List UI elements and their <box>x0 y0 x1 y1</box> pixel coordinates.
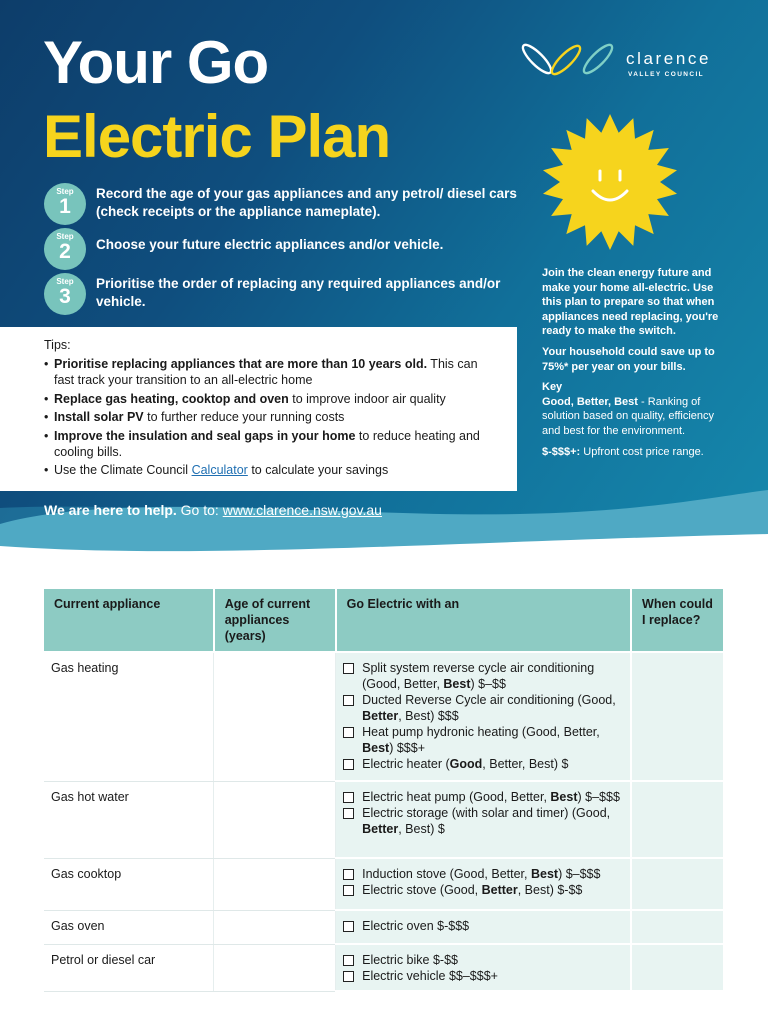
table-row <box>44 944 724 991</box>
step-text: Choose your future electric appliances and/or vehicle. <box>96 237 444 252</box>
age-input-cell[interactable] <box>214 781 336 858</box>
option-price: , Best) $-$$ <box>517 883 583 897</box>
electric-option <box>343 952 622 968</box>
step-word: Step <box>56 232 74 241</box>
table-row <box>44 910 724 944</box>
tip-bold: Replace gas heating, cooktop and oven <box>54 391 289 406</box>
electric-options-cell <box>336 910 631 944</box>
step-text: Record the age of your gas appliances and any petrol/ diesel cars (check receipts or the appliance nameplate). <box>96 186 517 219</box>
checkbox[interactable] <box>343 695 354 706</box>
tip-item <box>44 356 497 388</box>
step-number: 3 <box>59 285 71 308</box>
option-text: Electric oven $-$$$ <box>362 919 470 933</box>
header-when-replace: When could I replace? <box>631 589 724 652</box>
checkbox[interactable] <box>343 971 354 982</box>
step-badge <box>44 273 86 315</box>
appliance-cell: Gas cooktop <box>44 858 214 910</box>
appliance-cell: Gas hot water <box>44 781 214 858</box>
option-rank-bold: Best <box>443 677 471 691</box>
step-number: 1 <box>59 195 71 218</box>
option-text: Heat pump hydronic heating (Good, Better, <box>362 725 600 739</box>
tip-text: to calculate your savings <box>247 463 389 477</box>
tips-title: Tips: <box>44 338 71 352</box>
checkbox[interactable] <box>343 759 354 770</box>
step-3 <box>44 273 524 317</box>
appliance-plan-table <box>44 589 725 992</box>
replace-date-cell[interactable] <box>631 858 724 910</box>
tip-item <box>44 409 497 425</box>
savings-paragraph: Your household could save up to 75%* per year on your bills. <box>542 345 715 373</box>
tip-item <box>44 462 497 478</box>
help-line <box>44 502 382 518</box>
header-age: Age of current appliances (years) <box>214 589 336 652</box>
checkbox[interactable] <box>343 663 354 674</box>
option-price: , Best) $$$ <box>398 709 459 723</box>
age-input-cell[interactable] <box>214 910 336 944</box>
option-text: Induction stove (Good, Better, <box>362 867 531 881</box>
step-word: Step <box>56 187 74 196</box>
appliance-cell: Gas heating <box>44 652 214 781</box>
table-row <box>44 858 724 910</box>
checkbox[interactable] <box>343 808 354 819</box>
checkbox[interactable] <box>343 955 354 966</box>
option-price: ) $–$$$ <box>577 790 620 804</box>
option-rank-bold: Better <box>362 822 399 836</box>
electric-option <box>343 805 622 837</box>
tips-box <box>0 327 517 491</box>
electric-options-cell <box>336 652 631 781</box>
checkbox[interactable] <box>343 869 354 880</box>
council-website-link[interactable]: www.clarence.nsw.gov.au <box>222 502 382 518</box>
electric-option <box>343 789 622 805</box>
table-body <box>44 652 724 991</box>
option-price: ) $–$$$ <box>558 867 601 881</box>
option-text: Electric heat pump (Good, Better, <box>362 790 551 804</box>
age-input-cell[interactable] <box>214 652 336 781</box>
age-input-cell[interactable] <box>214 944 336 991</box>
step-number: 2 <box>59 240 71 263</box>
replace-date-cell[interactable] <box>631 652 724 781</box>
table-row <box>44 781 724 858</box>
key-text: - Ranking of solution based on quality, efficiency and best for the environment. <box>542 395 715 437</box>
option-text: Electric heater ( <box>362 757 450 771</box>
option-price: ) $–$$ <box>470 677 506 691</box>
option-text: Split system reverse cycle air conditioning (Good, Better, <box>362 661 595 691</box>
electric-option <box>343 724 622 756</box>
appliance-cell: Petrol or diesel car <box>44 944 214 991</box>
price-description <box>542 445 732 460</box>
smiling-sun-icon <box>541 113 679 251</box>
option-price: , Best) $ <box>398 822 445 836</box>
option-text: Electric stove (Good, <box>362 883 482 897</box>
electric-option <box>343 968 622 984</box>
table-row <box>44 652 724 781</box>
tip-text: to improve indoor air quality <box>288 391 446 406</box>
electric-options-cell <box>336 858 631 910</box>
tip-bold: Improve the insulation and seal gaps in your home <box>54 428 356 443</box>
intro-panel <box>542 266 732 465</box>
checkbox[interactable] <box>343 792 354 803</box>
key-bold: Good, Better, Best <box>542 395 638 408</box>
option-rank-bold: Best <box>530 867 559 881</box>
option-text: Electric vehicle $$–$$$+ <box>362 969 498 983</box>
checkbox[interactable] <box>343 885 354 896</box>
option-text: Ducted Reverse Cycle air conditioning (Good, <box>362 693 616 707</box>
price-text: Upfront cost price range. <box>580 445 704 458</box>
option-price: ) $$$+ <box>389 741 425 755</box>
leaf-mark-icon <box>518 38 624 82</box>
calculator-link[interactable]: Calculator <box>191 463 248 477</box>
step-2 <box>44 228 524 272</box>
tip-text: to further reduce your running costs <box>143 410 345 424</box>
replace-date-cell[interactable] <box>631 944 724 991</box>
title-line-2: Electric Plan <box>43 103 391 170</box>
electric-option <box>343 918 622 934</box>
appliance-cell: Gas oven <box>44 910 214 944</box>
table-header-row <box>44 589 724 652</box>
step-badge <box>44 183 86 225</box>
electric-option <box>343 756 622 772</box>
option-price: , Better, Best) $ <box>482 757 569 771</box>
council-logo <box>518 38 728 88</box>
replace-date-cell[interactable] <box>631 910 724 944</box>
tip-text: to reduce heating and cooling bills. <box>54 428 480 459</box>
option-rank-bold: Better <box>362 709 399 723</box>
electric-options-cell <box>336 781 631 858</box>
option-text: Electric bike $-$$ <box>362 953 458 967</box>
help-text: Go to: <box>176 502 223 518</box>
header-go-electric: Go Electric with an <box>336 589 631 652</box>
key-description <box>542 395 732 439</box>
key-title: Key <box>542 381 563 394</box>
step-word: Step <box>56 277 74 286</box>
step-1 <box>44 183 524 227</box>
electric-option <box>343 882 622 898</box>
electric-option <box>343 692 622 724</box>
tip-text: Use the Climate Council <box>54 463 192 477</box>
tip-item <box>44 391 497 407</box>
option-text: Electric storage (with solar and timer) (Good, <box>362 806 611 820</box>
help-bold: We are here to help. <box>44 502 177 518</box>
option-rank-bold: Best <box>362 741 390 755</box>
title-line-1: Your Go <box>43 29 269 96</box>
checkbox[interactable] <box>343 727 354 738</box>
electric-option <box>343 866 622 882</box>
price-bold: $-$$$+: <box>542 445 581 458</box>
electric-option <box>343 660 622 692</box>
step-text: Prioritise the order of replacing any required appliances and/or vehicle. <box>96 276 501 309</box>
logo-name: clarence <box>626 49 712 68</box>
logo-subtitle: VALLEY COUNCIL <box>628 71 705 78</box>
header-current-appliance: Current appliance <box>44 589 214 652</box>
tip-text: This can fast track your transition to an all-electric home <box>54 357 478 387</box>
tip-bold: Install solar PV <box>54 410 144 424</box>
option-rank-bold: Best <box>550 790 578 804</box>
checkbox[interactable] <box>343 921 354 932</box>
option-rank-bold: Good <box>449 757 483 771</box>
intro-paragraph: Join the clean energy future and make your home all-electric. Use this plan to prepare so that when appliances need replacing, you're ready to make the switch. <box>542 267 719 338</box>
electric-options-cell <box>336 944 631 991</box>
tip-bold: Prioritise replacing appliances that are more than 10 years old. <box>54 357 428 371</box>
tip-item <box>44 428 497 460</box>
age-input-cell[interactable] <box>214 858 336 910</box>
replace-date-cell[interactable] <box>631 781 724 858</box>
option-rank-bold: Better <box>481 883 518 897</box>
step-badge <box>44 228 86 270</box>
